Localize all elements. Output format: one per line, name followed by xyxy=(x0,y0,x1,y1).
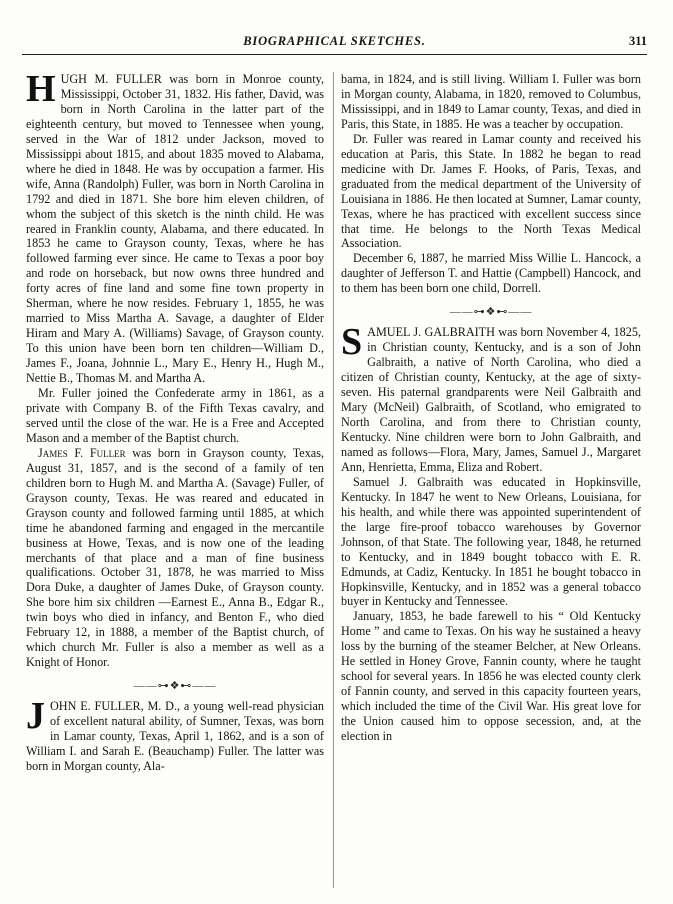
sketch-james-fuller xyxy=(26,446,324,670)
section-ornament: ——⊶❖⊷—— xyxy=(133,680,217,693)
james-fuller-name: James F. Fuller xyxy=(38,445,126,460)
dropcap-s: S xyxy=(341,321,363,364)
galbraith-education: Samuel J. Galbraith was educated in Hopkinsville, Kentucky. In 1847 he went to New Orleans, Louisiana, for his health, and while there was appointed superintendent of the large fire-proof tobacco warehouses by Governor Johnson, of that State. The following year, 1848, he returned to Kentucky, and in 1849 bought tobacco with E. R. Edmunds, at Cadiz, Kentucky. In 1851 he bought tobacco in Hopkinsville, Kentucky, and in 1852 was a general tobacco buyer in Kentucky and Tennessee. xyxy=(341,474,641,609)
page-header xyxy=(22,34,647,55)
james-fuller-text: was born in Grayson county, Texas, August 31, 1857, and is the second of a family of ten children born to Hugh M. and Martha A. (Savage) Fuller, of Grayson county, Texas. He was reared and educated in Grayson county and followed farming until 1885, at which time he abandoned farming and engaged in the mercantile business at Howe, Texas, and is now one of the leading merchants of that place and a man of fine business qualifications. October 31, 1878, he was married to Miss Dora Duke, a daughter of James Duke, of Grayson county. She bore him six children —Earnest E., Anna B., Edgar R., twin boys who died in infancy, and Benton F., who died February 12, in 1888, a member of the Baptist church, of which church Mr. Fuller is also a member as well as a Knight of Honor. xyxy=(26,445,324,670)
left-column xyxy=(26,72,324,892)
hugh-fuller-confederate: Mr. Fuller joined the Confederate army in 1861, as a private with Company B. of the Fifth Texas cavalry, and served until the close of the war. He is a Free and Accepted Mason and a member of the Baptist church. xyxy=(26,386,324,445)
galbraith-texas: January, 1853, he bade farewell to his “ Old Kentucky Home ” and came to Texas. On his way he sustained a heavy loss by the burning of the steamer Belcher, at New Orleans. He settled in Honey Grove, Fannin county, where he taught school for several years. In 1856 he was elected county clerk of Fannin county, and served in this capacity fourteen years, which included the time of the Civil War. His great love for the Union caused him to oppose secession, and, at the election in xyxy=(341,609,641,744)
page-number: 311 xyxy=(628,34,647,48)
sketch-hugh-fuller xyxy=(26,72,324,386)
running-title: BIOGRAPHICAL SKETCHES. xyxy=(243,34,426,48)
sketch-samuel-galbraith xyxy=(341,321,641,475)
dropcap-j: J xyxy=(26,695,45,738)
right-column xyxy=(341,72,641,892)
sketch-john-fuller xyxy=(26,695,324,774)
section-ornament: ——⊶❖⊷—— xyxy=(449,306,533,319)
dropcap-h: H xyxy=(26,72,56,110)
galbraith-text: AMUEL J. GALBRAITH was born November 4, 1825, in Christian county, Kentucky, and is a son of John Galbraith, a native of North Carolina, who died a citizen of Christian county, Kentucky, at the age of sixty-seven. His paternal grandparents were Neil Galbraith and Mary (McNeil) Galbraith, of Scotland, who emigrated to North Carolina, and from there to Christian county, Kentucky. Nine children were born to John Galbraith, and named as follows—Flora, Mary, James, Samuel J., Margaret Ann, Henrietta, Emma, Eliza and Robert. xyxy=(341,325,641,474)
john-fuller-education: Dr. Fuller was reared in Lamar county and received his education at Paris, this State. In 1882 he began to read medicine with Dr. James F. Hooks, of Paris, Texas, and graduated from the medical department of the University of Louisiana in 1886. He then located at Sumner, Lamar county, Texas, where he has practiced with excellent success since that time. He belongs to the North Texas Medical Association. xyxy=(341,131,641,251)
hugh-fuller-text: UGH M. FULLER was born in Monroe county, Mississippi, October 31, 1832. His father, David, was born in North Carolina in the latter part of the eighteenth century, but moved to Tennessee when young, served in the War of 1812 under Jackson, moved to Mississippi about 1815, and about 1835 moved to Alabama, where he died in 1848. He was by occupation a farmer. His wife, Anna (Randolph) Fuller, was born in North Carolina in 1792 and died in 1871. She bore him eleven children, of whom the subject of this sketch is the ninth child. He was reared in Franklin county, Alabama, and there educated. In 1853 he came to Grayson county, Texas, where he has followed farming ever since. He came to Texas a poor boy and rode on horseback, but now owns three hundred and forty acres of fine land and some fine town property in Sherman, where he now resides. February 1, 1855, he was married to Miss Martha A. Savage, a daughter of Elder Hiram and Mary A. (Williams) Savage, of Grayson county. To this union have been born ten children—William D., James F., Joana, Johnnie L., Mary E., Henry H., Hugh M., Nettie B., Thomas M. and Martha A. xyxy=(26,72,324,386)
column-divider xyxy=(333,72,334,888)
john-fuller-continued: bama, in 1824, and is still living. William I. Fuller was born in Morgan county, Alabama, in 1820, removed to Columbus, Mississippi, and in 1849 to Lamar county, Texas, and died in Paris, this State, in 1885. He was a teacher by occupation. xyxy=(341,72,641,131)
john-fuller-marriage: December 6, 1887, he married Miss Willie L. Hancock, a daughter of Jefferson T. and Hattie (Campbell) Hancock, and to them has been born one child, Dorrell. xyxy=(341,251,641,296)
john-fuller-text: OHN E. FULLER, M. D., a young well-read physician of excellent natural ability, of Sumner, Texas, was born in Lamar county, Texas, April 1, 1862, and is a son of William I. and Sarah E. (Beauchamp) Fuller. The latter was born in Morgan county, Ala- xyxy=(26,699,324,773)
